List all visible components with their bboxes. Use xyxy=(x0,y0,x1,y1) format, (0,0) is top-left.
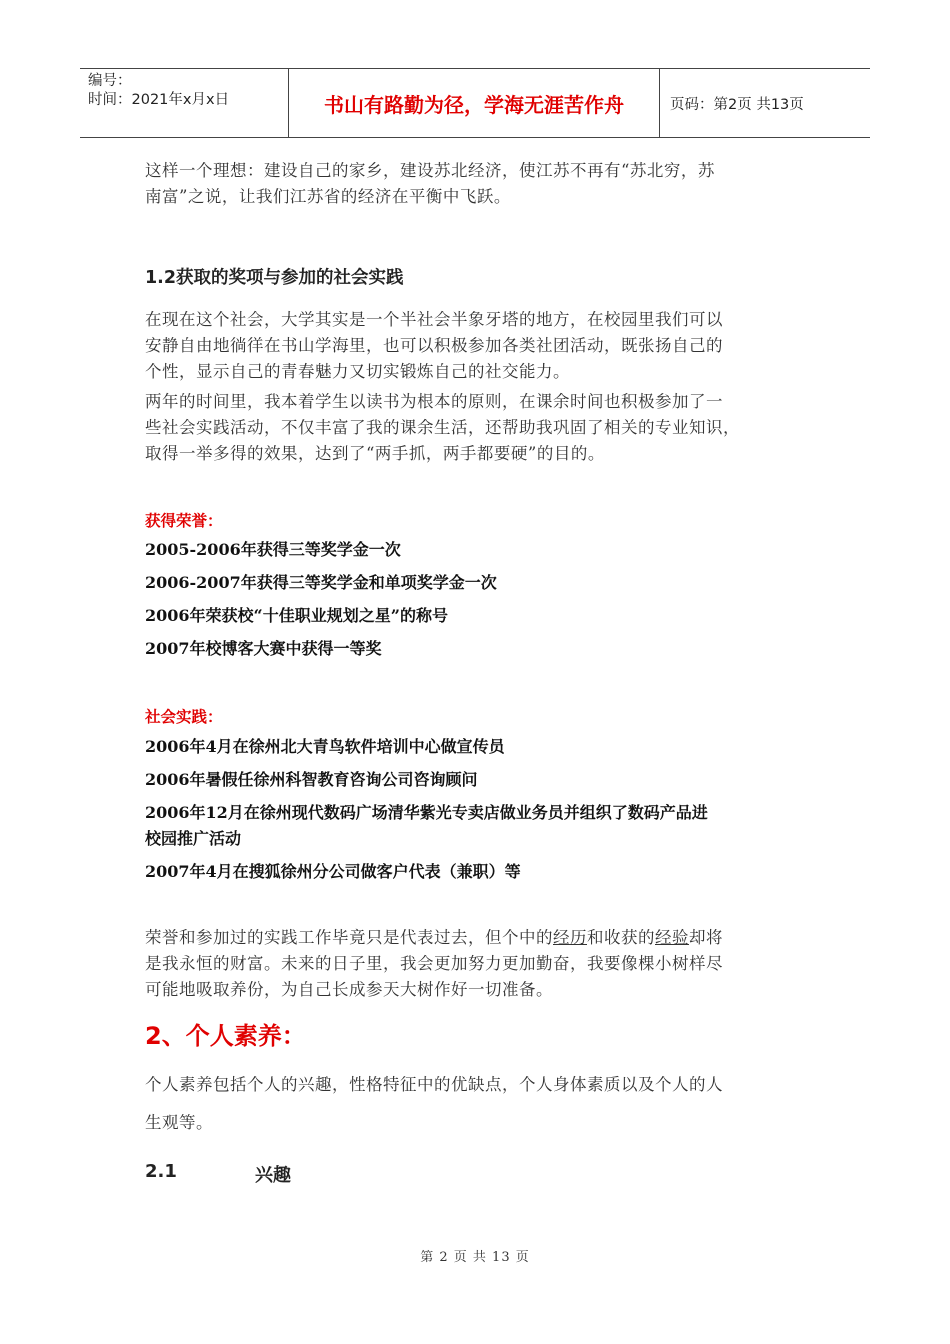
section-2-line-1: 个人素养包括个人的兴趣，性格特征中的优缺点，个人身体素质以及个人的人 xyxy=(145,1075,723,1094)
list-item: 校园推广活动 xyxy=(145,829,242,848)
section-2-heading: 2、个人素养： xyxy=(145,1022,306,1050)
section-2-line-2: 生观等。 xyxy=(145,1113,213,1132)
list-item: 2006年暑假任徐州科智教育咨询公司咨询顾问 xyxy=(145,770,478,789)
list-item: 2006年4月在徐州北大青鸟软件培训中心做宣传员 xyxy=(145,737,505,756)
closing-line-3: 可能地吸取养份，为自己长成参天大树作好一切准备。 xyxy=(145,980,553,999)
section-2-paragraph xyxy=(145,1066,825,1142)
number-label: 编号： xyxy=(88,73,132,89)
list-item: 2006-2007年获得三等奖学金和单项奖学金一次 xyxy=(145,573,497,592)
list-item: 2007年4月在搜狐徐州分公司做客户代表（兼职）等 xyxy=(145,862,521,881)
section-2-1-number: 2.1 xyxy=(145,1161,177,1182)
section-2-1-heading xyxy=(145,1161,825,1186)
honors-label-wrap xyxy=(145,509,825,531)
para2-line: 取得一举多得的效果，达到了“两手抓，两手都要硬”的目的。 xyxy=(145,444,605,463)
section-2-1-title: 兴趣 xyxy=(255,1165,291,1186)
intro-line-2: 南富”之说，让我们江苏省的经济在平衡中飞跃。 xyxy=(145,187,511,206)
page-footer: 第 2 页 共 13 页 xyxy=(420,1250,530,1265)
honors-list xyxy=(145,537,825,662)
closing-line-2: 是我永恒的财富。未来的日子里，我会更加努力更加勤奋，我要像棵小树样尽 xyxy=(145,954,723,973)
para1-line: 在现在这个社会，大学其实是一个半社会半象牙塔的地方，在校园里我们可以 xyxy=(145,310,723,329)
para1-line: 个性，显示自己的青春魅力又切实锻炼自己的社交能力。 xyxy=(145,362,570,381)
intro-paragraph xyxy=(145,158,825,210)
date-label: 时间：2021年x月x日 xyxy=(88,92,230,108)
section-1-2-para-1 xyxy=(145,307,825,385)
header-meta xyxy=(80,69,288,137)
honors-label: 获得荣誉： xyxy=(145,512,223,530)
closing-paragraph xyxy=(145,925,825,1003)
practice-label: 社会实践： xyxy=(145,708,223,726)
closing-line-1: 荣誉和参加过的实践工作毕竟只是代表过去，但个中的经历和收获的经验却将 xyxy=(145,928,723,947)
para1-line: 安静自由地徜徉在书山学海里，也可以积极参加各类社团活动，既张扬自己的 xyxy=(145,336,723,355)
list-item: 2006年12月在徐州现代数码广场清华紫光专卖店做业务员并组织了数码产品进 xyxy=(145,803,708,822)
page-header xyxy=(80,68,870,138)
section-1-2-heading: 1.2获取的奖项与参加的社会实践 xyxy=(145,268,404,288)
section-1-2-para-2 xyxy=(145,389,825,467)
practice-label-wrap xyxy=(145,705,825,727)
para2-line: 些社会实践活动，不仅丰富了我的课余生活，还帮助我巩固了相关的专业知识， xyxy=(145,418,740,437)
header-page-info: 页码：第2页 共13页 xyxy=(670,96,804,113)
list-item: 2005-2006年获得三等奖学金一次 xyxy=(145,540,401,559)
header-motto: 书山有路勤为径，学海无涯苦作舟 xyxy=(288,69,660,137)
section-1-2-heading-wrap xyxy=(145,264,825,289)
practice-list xyxy=(145,734,825,885)
para2-line: 两年的时间里，我本着学生以读书为根本的原则，在课余时间也积极参加了一 xyxy=(145,392,723,411)
section-2-heading-wrap xyxy=(145,1016,825,1051)
list-item: 2007年校博客大赛中获得一等奖 xyxy=(145,639,382,658)
intro-line-1: 这样一个理想：建设自己的家乡，建设苏北经济，使江苏不再有“苏北穷，苏 xyxy=(145,161,715,180)
list-item: 2006年荣获校“十佳职业规划之星”的称号 xyxy=(145,606,448,625)
